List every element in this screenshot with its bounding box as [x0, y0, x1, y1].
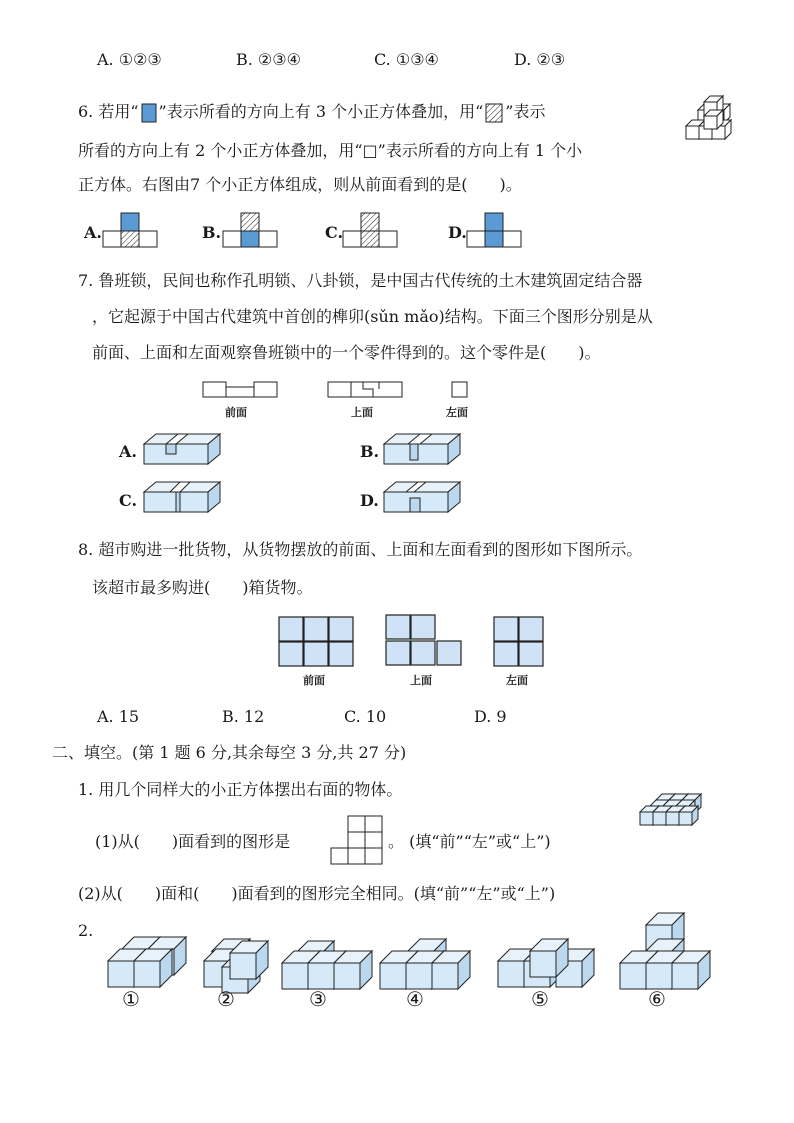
- q8-number: 8.: [78, 540, 94, 559]
- q8-option-b[interactable]: B. 12: [222, 707, 265, 726]
- s2q2-cube: [672, 951, 710, 989]
- q6-option-c-figure[interactable]: [343, 212, 399, 248]
- q7-top-label: 上面: [351, 406, 373, 419]
- q8-front-label: 前面: [303, 674, 325, 687]
- q6-option-c-label: C.: [325, 223, 344, 242]
- q7-option-d-label: D.: [360, 491, 379, 510]
- hatched-square-icon: [485, 103, 503, 123]
- q7-left-label: 左面: [446, 406, 468, 419]
- q7-option-c-label: C.: [119, 491, 138, 510]
- q8-top-label: 上面: [410, 674, 432, 687]
- q6-text-b: ”表示所看的方向上有 3 个小正方体叠加，用“: [158, 102, 484, 121]
- section2-heading: 二、填空。(第 1 题 6 分,其余每空 3 分,共 27 分): [52, 743, 407, 762]
- s2-q1-object-figure: [636, 792, 714, 832]
- q7-line1: [78, 271, 642, 291]
- s2-q1-view-figure: [330, 815, 386, 867]
- s2-q1-part1-text-a: (1)从( )面看到的图形是: [95, 832, 291, 851]
- q8-option-c[interactable]: C. 10: [344, 707, 387, 726]
- q8-left-label: 左面: [506, 674, 528, 687]
- q8-front-view-figure: [278, 614, 356, 668]
- q8-option-a[interactable]: A. 15: [97, 707, 140, 726]
- q7-option-b-figure[interactable]: [380, 430, 464, 470]
- q7-front-view-figure: [202, 381, 278, 399]
- q5-option-a: A. ①②③: [97, 50, 162, 69]
- q6-cube: [704, 110, 723, 129]
- q6-option-a-label: A.: [84, 223, 102, 242]
- q6-line1: [78, 102, 545, 123]
- q5-option-c: C. ①③④: [374, 50, 439, 69]
- q6-option-b-label: B.: [202, 223, 222, 242]
- q6-option-d-figure[interactable]: [467, 212, 523, 248]
- s2-q1-part1: [95, 832, 290, 852]
- q7-line3: 前面、上面和左面观察鲁班锁中的一个零件得到的。这个零件是( )。: [92, 343, 601, 362]
- q8-line2: 该超市最多购进( )箱货物。: [92, 578, 313, 597]
- q8-option-d[interactable]: D. 9: [474, 707, 507, 726]
- q7-number: 7.: [78, 271, 94, 290]
- s2-q2-label-5: ⑤: [531, 987, 549, 1011]
- q6-option-a-figure[interactable]: [103, 212, 159, 248]
- q6-cube-stack-figure: [682, 96, 742, 146]
- q7-option-a-label: A.: [119, 442, 137, 461]
- s2-q2-label-6: ⑥: [648, 987, 666, 1011]
- q7-front-label: 前面: [225, 406, 247, 419]
- q7-top-view-figure: [327, 381, 403, 399]
- q6-option-d-label: D.: [448, 223, 467, 242]
- q8-left-view-figure: [493, 614, 547, 668]
- q6-text-c: ”表示: [505, 102, 546, 121]
- s2-q2-number: 2.: [78, 921, 94, 940]
- q8-line1: [78, 540, 642, 560]
- q8-top-view-figure: [385, 612, 465, 668]
- q7-option-a-figure[interactable]: [140, 430, 224, 470]
- s2q2-cube: [230, 941, 268, 979]
- q7-text-1: 鲁班锁，民间也称作孔明锁、八卦锁，是中国古代传统的土木建筑固定结合器: [98, 271, 643, 290]
- q6-line2: 所看的方向上有 2 个小正方体叠加，用“□”表示所看的方向上有 1 个小: [78, 141, 583, 160]
- s2q2-cube: [432, 951, 470, 989]
- q8-text-1: 超市购进一批货物，从货物摆放的前面、上面和左面看到的图形如下图所示。: [98, 540, 643, 559]
- s2q2-cube: [334, 951, 372, 989]
- q7-left-view-figure: [451, 381, 469, 399]
- s2q2-cube: [134, 949, 172, 987]
- q7-option-b-label: B.: [360, 442, 380, 461]
- q6-option-b-figure[interactable]: [223, 212, 279, 248]
- s2-q1-part2: (2)从( )面和( )面看到的图形完全相同。(填“前”“左”或“上”): [78, 884, 556, 903]
- s2-q1-part1-text-b: 。 (填“前”“左”或“上”): [388, 832, 551, 851]
- s2-q2-label-3: ③: [309, 987, 327, 1011]
- q6-number: 6.: [78, 102, 94, 121]
- q7-option-c-figure[interactable]: [140, 478, 224, 518]
- q5-option-b: B. ②③④: [236, 50, 301, 69]
- q5-option-d: D. ②③: [514, 50, 566, 69]
- q6-line3: 正方体。右图由7 个小正方体组成，则从前面看到的是( )。: [78, 175, 522, 194]
- s2q1-cube: [679, 806, 698, 825]
- q7-line2: ，它起源于中国古代建筑中首创的榫卯(sǔn mǎo)结构。下面三个图形分别是从: [92, 307, 653, 326]
- q6-text-a: 若用“: [98, 102, 139, 121]
- s2-q1-line1: 1. 用几个同样大的小正方体摆出右面的物体。: [78, 780, 403, 799]
- blue-square-icon: [141, 103, 157, 123]
- s2-q2-label-2: ②: [217, 987, 235, 1011]
- q7-option-d-figure[interactable]: [380, 478, 464, 518]
- s2-q2-label-4: ④: [406, 987, 424, 1011]
- s2q2-cube: [530, 939, 568, 977]
- s2-q2-label-1: ①: [122, 987, 140, 1011]
